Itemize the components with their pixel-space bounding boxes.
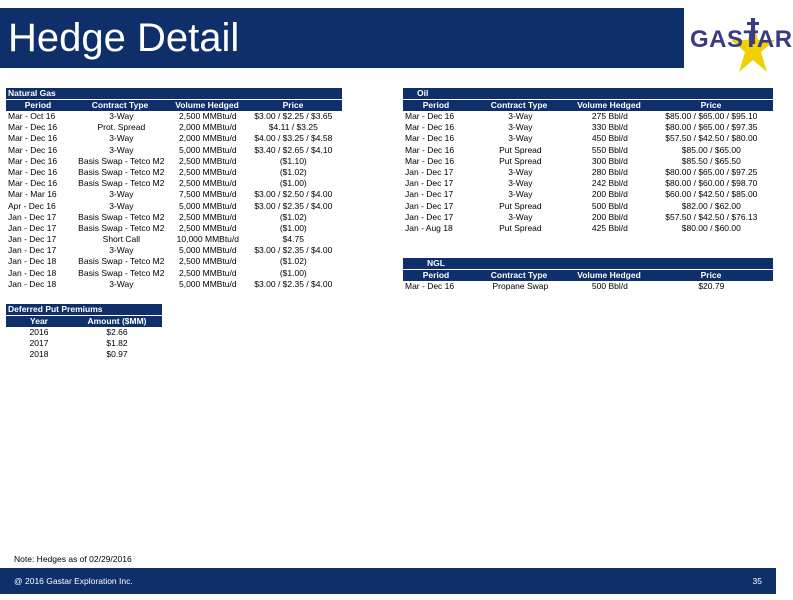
table-cell: $80.00 / $65.00 / $97.35	[665, 122, 758, 133]
table-row	[6, 268, 342, 279]
table-cell: $57.50 / $42.50 / $80.00	[665, 133, 758, 144]
table-cell: 3-Way	[508, 166, 533, 177]
table-cell: $3.00 / $2.25 / $3.65	[254, 111, 333, 121]
hedge-date-note: Note: Hedges as of 02/29/2016	[14, 554, 132, 564]
table-cell: ($1.02)	[279, 256, 307, 267]
column-header-amount: Amount ($MM)	[87, 316, 147, 326]
table-cell: 3-Way	[109, 144, 134, 155]
table-cell: Basis Swap - Tetco M2	[78, 256, 165, 267]
table-cell: 200 Bbl/d	[591, 211, 628, 222]
table-cell: $80.00 / $60.00 / $98.70	[665, 178, 758, 189]
table-cell: 5,000 MMBtu/d	[178, 245, 237, 256]
table-cell: Mar - Dec 16	[8, 178, 58, 189]
table-cell: Basis Swap - Tetco M2	[78, 166, 165, 177]
table-cell: $85.50 / $65.50	[681, 155, 741, 166]
table-cell: 2017	[29, 338, 49, 349]
table-cell: 500 Bbl/d	[591, 281, 628, 291]
column-header-period: Period	[422, 100, 450, 110]
table-row	[403, 212, 773, 223]
deferred-put-premiums-title: Deferred Put Premiums	[6, 304, 162, 315]
table-row	[6, 167, 342, 178]
column-header-price: Price	[282, 100, 304, 110]
table-row	[403, 156, 773, 167]
table-cell: 7,500 MMBtu/d	[178, 189, 237, 200]
table-cell: Mar - Dec 16	[405, 111, 455, 121]
column-header-volume-hedged: Volume Hedged	[577, 100, 641, 110]
table-cell: 3-Way	[508, 189, 533, 200]
natural-gas-title: Natural Gas	[6, 88, 342, 99]
table-cell: $82.00 / $62.00	[681, 200, 741, 211]
table-cell: ($1.00)	[279, 267, 307, 278]
table-row	[403, 111, 773, 122]
table-cell: $60.00 / $42.50 / $85.00	[665, 189, 758, 200]
table-cell: $4.00 / $3.25 / $4.58	[254, 133, 333, 144]
table-cell: 5,000 MMBtu/d	[178, 200, 237, 211]
table-row	[6, 122, 342, 133]
table-cell: Jan - Dec 17	[405, 200, 454, 211]
table-cell: ($1.10)	[279, 155, 307, 166]
table-cell: 3-Way	[508, 122, 533, 133]
table-cell: 3-Way	[109, 200, 134, 211]
table-row	[6, 156, 342, 167]
table-cell: 3-Way	[109, 245, 134, 256]
table-cell: Mar - Dec 16	[8, 144, 58, 155]
column-header-year: Year	[30, 316, 48, 326]
table-row	[403, 201, 773, 212]
table-row	[6, 178, 342, 189]
table-cell: 2,500 MMBtu/d	[178, 256, 237, 267]
table-row	[6, 338, 162, 349]
table-cell: Jan - Dec 17	[8, 234, 57, 245]
table-row	[6, 349, 162, 360]
table-cell: Jan - Dec 17	[405, 166, 454, 177]
table-cell: Jan - Dec 17	[8, 245, 57, 256]
column-header-period: Period	[422, 270, 450, 280]
table-cell: 5,000 MMBtu/d	[178, 144, 237, 155]
column-header-volume-hedged: Volume Hedged	[175, 100, 239, 110]
table-cell: Basis Swap - Tetco M2	[78, 267, 165, 278]
oil-table	[403, 88, 773, 234]
table-cell: Mar - Dec 16	[405, 144, 455, 155]
table-cell: 2,500 MMBtu/d	[178, 222, 237, 233]
table-cell: 3-Way	[109, 189, 134, 200]
table-cell: Prot. Spread	[97, 122, 146, 133]
page-title: Hedge Detail	[8, 16, 240, 60]
table-cell: 2,500 MMBtu/d	[178, 267, 237, 278]
table-row	[6, 234, 342, 245]
table-cell: Mar - Mar 16	[8, 189, 57, 200]
table-row	[6, 111, 342, 122]
footer-bar	[0, 568, 776, 594]
table-cell: Apr - Dec 16	[8, 200, 56, 211]
table-cell: Put Spread	[499, 200, 542, 211]
natural-gas-table	[6, 88, 342, 290]
table-cell: Mar - Dec 16	[405, 122, 455, 133]
table-cell: Mar - Dec 16	[405, 281, 455, 291]
footer-copyright: @ 2016 Gastar Exploration Inc.	[14, 576, 133, 586]
deferred-header-row	[6, 315, 162, 327]
oil-title	[403, 88, 773, 99]
table-row	[403, 145, 773, 156]
table-cell: $2.66	[106, 327, 128, 337]
table-cell: 550 Bbl/d	[591, 144, 628, 155]
column-header-price: Price	[700, 100, 722, 110]
table-cell: $1.82	[106, 338, 128, 349]
table-cell: Basis Swap - Tetco M2	[78, 155, 165, 166]
table-cell: Jan - Dec 17	[405, 178, 454, 189]
table-cell: 3-Way	[109, 111, 134, 121]
table-cell: Mar - Dec 16	[405, 155, 455, 166]
table-cell: Short Call	[102, 234, 140, 245]
table-cell: Jan - Dec 17	[8, 211, 57, 222]
table-cell: $3.00 / $2.35 / $4.00	[254, 278, 333, 289]
table-cell: 2,500 MMBtu/d	[178, 111, 237, 121]
table-cell: Mar - Oct 16	[8, 111, 56, 121]
table-cell: 2016	[29, 327, 49, 337]
table-cell: 275 Bbl/d	[591, 111, 628, 121]
table-cell: 450 Bbl/d	[591, 133, 628, 144]
table-cell: Put Spread	[499, 144, 542, 155]
natural-gas-body	[6, 111, 342, 290]
table-cell: Mar - Dec 16	[8, 133, 58, 144]
table-row	[403, 122, 773, 133]
table-cell: 2,500 MMBtu/d	[178, 155, 237, 166]
table-row	[403, 178, 773, 189]
table-cell: 2,000 MMBtu/d	[178, 122, 237, 133]
table-row	[6, 212, 342, 223]
table-cell: Jan - Dec 17	[405, 211, 454, 222]
table-cell: $57.50 / $42.50 / $76.13	[665, 211, 758, 222]
header-bar	[0, 8, 684, 68]
table-row	[403, 281, 773, 292]
ngl-body	[403, 281, 773, 292]
table-row	[403, 133, 773, 144]
table-row	[6, 279, 342, 290]
table-cell: 3-Way	[508, 211, 533, 222]
table-cell: Put Spread	[499, 155, 542, 166]
table-cell: 3-Way	[109, 278, 134, 289]
table-cell: 3-Way	[508, 178, 533, 189]
table-cell: $20.79	[698, 281, 725, 291]
table-cell: 3-Way	[508, 111, 533, 121]
table-cell: 2,500 MMBtu/d	[178, 178, 237, 189]
table-cell: 330 Bbl/d	[591, 122, 628, 133]
table-row	[6, 245, 342, 256]
table-cell: 242 Bbl/d	[591, 178, 628, 189]
table-cell: Mar - Dec 16	[8, 155, 58, 166]
table-cell: Basis Swap - Tetco M2	[78, 178, 165, 189]
table-cell: Propane Swap	[492, 281, 549, 291]
table-row	[6, 145, 342, 156]
table-cell: ($1.02)	[279, 166, 307, 177]
table-cell: 280 Bbl/d	[591, 166, 628, 177]
table-cell: Basis Swap - Tetco M2	[78, 222, 165, 233]
table-cell: $85.00 / $65.00 / $95.10	[665, 111, 758, 121]
logo-wordmark: GASTAR	[690, 26, 793, 53]
table-cell: Mar - Dec 16	[405, 133, 455, 144]
table-cell: $3.00 / $2.50 / $4.00	[254, 189, 333, 200]
table-cell: 5,000 MMBtu/d	[178, 278, 237, 289]
table-cell: 2,500 MMBtu/d	[178, 211, 237, 222]
column-header-period: Period	[24, 100, 52, 110]
ngl-table	[403, 258, 773, 292]
column-header-contract-type: Contract Type	[91, 100, 149, 110]
deferred-body	[6, 327, 162, 361]
table-cell: 300 Bbl/d	[591, 155, 628, 166]
table-row	[403, 167, 773, 178]
table-cell: $80.00 / $60.00	[681, 222, 741, 233]
table-row	[6, 189, 342, 200]
table-cell: 200 Bbl/d	[591, 189, 628, 200]
table-cell: ($1.00)	[279, 222, 307, 233]
table-cell: $85.00 / $65.00	[681, 144, 741, 155]
table-cell: $4.75	[282, 234, 304, 245]
table-cell: ($1.00)	[279, 178, 307, 189]
ngl-title	[403, 258, 773, 269]
table-cell: Jan - Dec 17	[405, 189, 454, 200]
table-cell: $0.97	[106, 349, 128, 360]
table-cell: $80.00 / $65.00 / $97.25	[665, 166, 758, 177]
table-cell: Jan - Aug 18	[405, 222, 453, 233]
table-row	[6, 133, 342, 144]
ngl-header-row	[403, 269, 773, 281]
gastar-logo	[686, 14, 793, 76]
table-cell: 2,000 MMBtu/d	[178, 133, 237, 144]
oil-title-text: Oil	[417, 88, 429, 98]
column-header-volume-hedged: Volume Hedged	[577, 270, 641, 280]
table-row	[6, 201, 342, 212]
table-cell: Jan - Dec 17	[8, 222, 57, 233]
table-row	[6, 327, 162, 338]
table-cell: Jan - Dec 18	[8, 256, 57, 267]
ngl-title-text: NGL	[427, 258, 445, 268]
table-cell: 2,500 MMBtu/d	[178, 166, 237, 177]
oil-body	[403, 111, 773, 234]
table-cell: ($1.02)	[279, 211, 307, 222]
table-cell: 3-Way	[109, 133, 134, 144]
table-cell: 10,000 MMBtu/d	[176, 234, 239, 245]
natural-gas-header-row	[6, 99, 342, 111]
table-cell: $4.11 / $3.25	[268, 122, 318, 133]
table-cell: $3.00 / $2.35 / $4.00	[254, 245, 333, 256]
table-cell: 3-Way	[508, 133, 533, 144]
table-cell: Put Spread	[499, 222, 542, 233]
table-cell: 500 Bbl/d	[591, 200, 628, 211]
oil-header-row	[403, 99, 773, 111]
deferred-put-premiums-table	[6, 304, 162, 361]
column-header-price: Price	[700, 270, 722, 280]
table-cell: 425 Bbl/d	[591, 222, 628, 233]
table-cell: Mar - Dec 16	[8, 166, 58, 177]
page-number: 35	[752, 576, 762, 586]
table-row	[403, 189, 773, 200]
column-header-contract-type: Contract Type	[490, 270, 548, 280]
table-row	[403, 223, 773, 234]
table-cell: Basis Swap - Tetco M2	[78, 211, 165, 222]
table-row	[6, 223, 342, 234]
table-cell: Jan - Dec 18	[8, 278, 57, 289]
table-cell: 2018	[29, 349, 49, 360]
column-header-contract-type: Contract Type	[490, 100, 548, 110]
table-row	[6, 256, 342, 267]
table-cell: Mar - Dec 16	[8, 122, 58, 133]
table-cell: $3.40 / $2.65 / $4.10	[254, 144, 333, 155]
table-cell: $3.00 / $2.35 / $4.00	[254, 200, 333, 211]
table-cell: Jan - Dec 18	[8, 267, 57, 278]
